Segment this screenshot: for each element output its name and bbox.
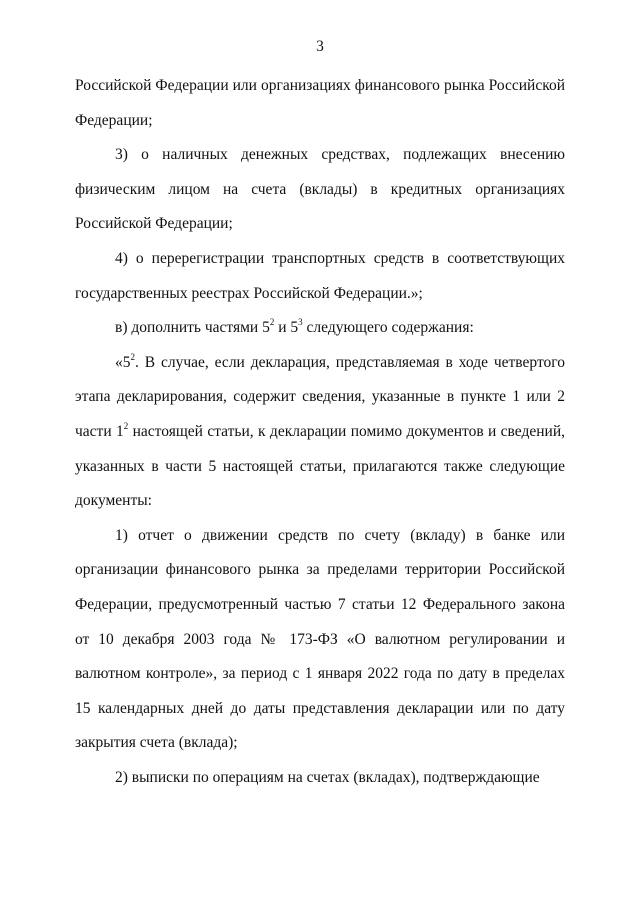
text-segment: 3) о наличных денежных средствах, подлежащих внесению физическим лицом на счета (вклады) в кредитных организациях Российской Федерации; — [75, 146, 565, 233]
text-segment: и 5 — [274, 319, 299, 337]
text-segment: в) дополнить частями 5 — [115, 319, 270, 337]
paragraph-doc-2 — [75, 761, 565, 796]
paragraph-item-4 — [75, 242, 565, 311]
superscript: 2 — [130, 351, 135, 362]
paragraph-part-5-2 — [75, 346, 565, 519]
superscript: 2 — [123, 420, 129, 431]
text-segment: Российской Федерации или организациях финансового рынка Российской Федерации; — [75, 77, 565, 129]
text-segment: «5 — [115, 353, 131, 371]
document-body — [75, 69, 565, 795]
text-segment: следующего содержания: — [302, 319, 474, 337]
paragraph-continuation — [75, 69, 565, 138]
text-segment: . В случае, если декларация, представляемая в ходе четвертого этапа декларирования, содержит сведения, указанные в пункте 1 или 2 части 1 — [75, 353, 565, 440]
text-segment: 2) выписки по операциям на счетах (вкладах), подтверждающие — [115, 768, 540, 786]
text-segment: настоящей статьи, к декларации помимо документов и сведений, указанных в части 5 настоящей статьи, прилагаются также следующие документы: — [75, 422, 565, 510]
text-segment: 1) отчет о движении средств по счету (вкладу) в банке или организации финансового рынка за пределами территории Российской Федерации, предусмотренный частью 7 статьи 12 Федерального закона от 10 декабря 2003 года № 173-ФЗ «О валютном регулировании и валютном контроле», за период с 1 января 2022 года по дату в пределах 15 календарных дней до даты представления декларации или по дату закрытия счета (вклада); — [75, 526, 565, 752]
paragraph-item-3 — [75, 138, 565, 242]
text-segment: 4) о перерегистрации транспортных средств в соответствующих государственных реестрах Российской Федерации.»; — [75, 249, 565, 302]
paragraph-doc-1 — [75, 519, 565, 761]
paragraph-item-v — [75, 311, 565, 346]
superscript: 3 — [298, 317, 303, 328]
page-number: 3 — [316, 38, 324, 55]
superscript: 2 — [269, 317, 275, 328]
